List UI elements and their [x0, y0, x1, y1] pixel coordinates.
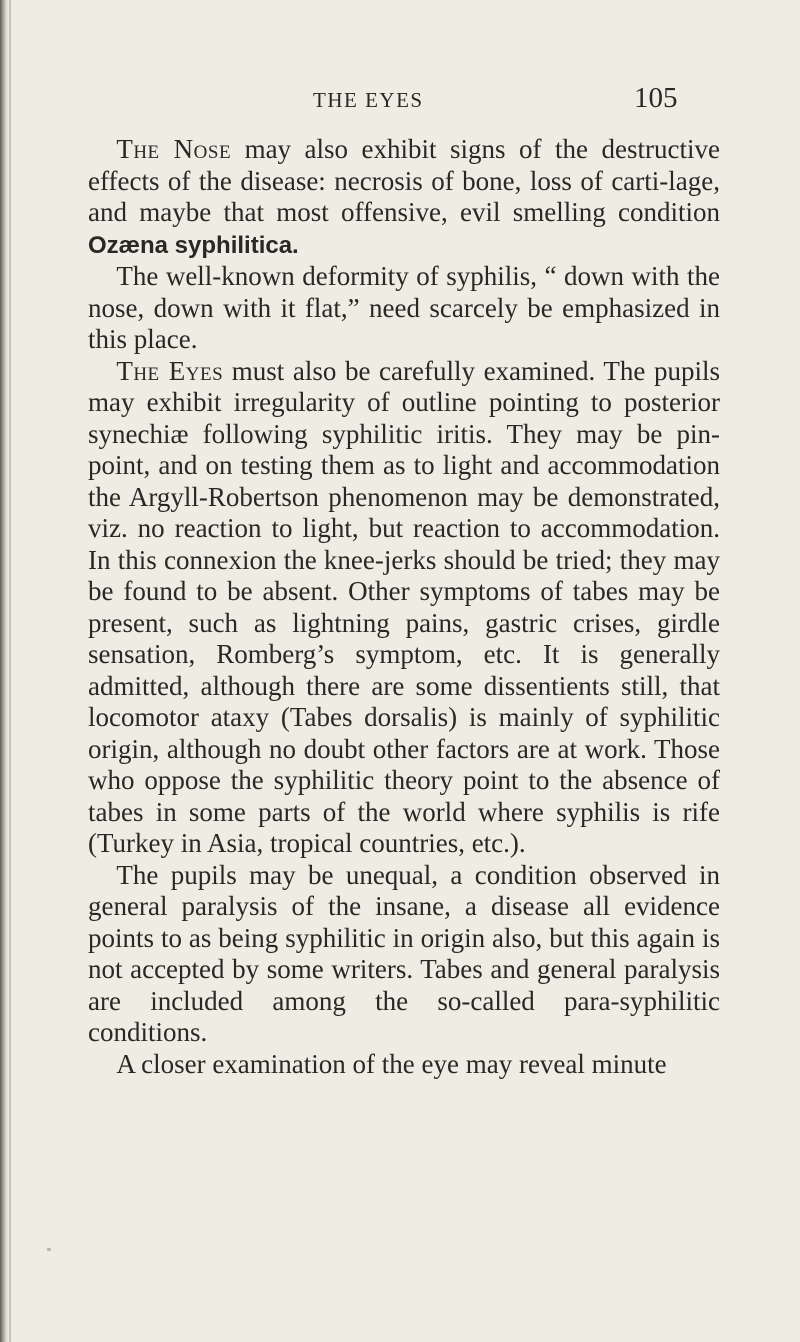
running-title: THE EYES: [313, 88, 424, 112]
paragraph-text: must also be carefully examined. The pupils may exhibit irregularity of outline pointing to posterior synechiæ following syphilitic iritis. They may be pin-point, and on testing them as to light and accommodation the Argyll-Robertson phenomenon may be demonstrated, viz. no reaction to light, but reaction to accommodation. In this connexion the knee-jerks should be tried; they may be found to be absent. Other symptoms of tabes may be present, such as lightning pains, gastric crises, girdle sensation, Romberg’s symptom, etc. It is generally admitted, although there are some dissentients still, that locomotor ataxy (Tabes dorsalis) is mainly of syphilitic origin, although no doubt other factors are at work. Those who oppose the syphilitic theory point to the absence of tabes in some parts of the world where syphilis is rife (Turkey in Asia, tropical countries, etc.).: [88, 355, 720, 858]
section-lead-eyes: The Eyes: [116, 355, 224, 386]
paper-speck: [47, 1248, 51, 1251]
paragraph-nose: [88, 134, 720, 261]
paragraph-eyes: [88, 356, 720, 860]
paragraph-closer-examination: A closer examination of the eye may reveal minute: [116, 1048, 667, 1079]
page-binding-edge: [0, 0, 8, 1342]
page-number: 105: [634, 82, 678, 114]
term-ozaena: Ozæna syphilitica.: [88, 231, 299, 259]
paragraph-pupils: The pupils may be unequal, a condition observed in general paralysis of the insane, a disease all evidence points to as being syphilitic in origin also, but this again is not accepted by some writers. Tabes and general paralysis are included among the so-called para-syphilitic conditions.: [88, 859, 720, 1047]
section-lead-nose: The Nose: [116, 134, 232, 164]
page-header: [0, 82, 800, 116]
body-text: [88, 134, 720, 1080]
paragraph-deformity: The well-known deformity of syphilis, “ down with the nose, down with it flat,” need scarcely be emphasized in this place.: [88, 261, 720, 354]
page-margin-line: [9, 0, 11, 1342]
paragraph-text: may also exhibit signs of the destructive effects of the disease: necrosis of bone, loss of carti-lage, and maybe that most offensive, evil smelling condition: [88, 134, 720, 227]
